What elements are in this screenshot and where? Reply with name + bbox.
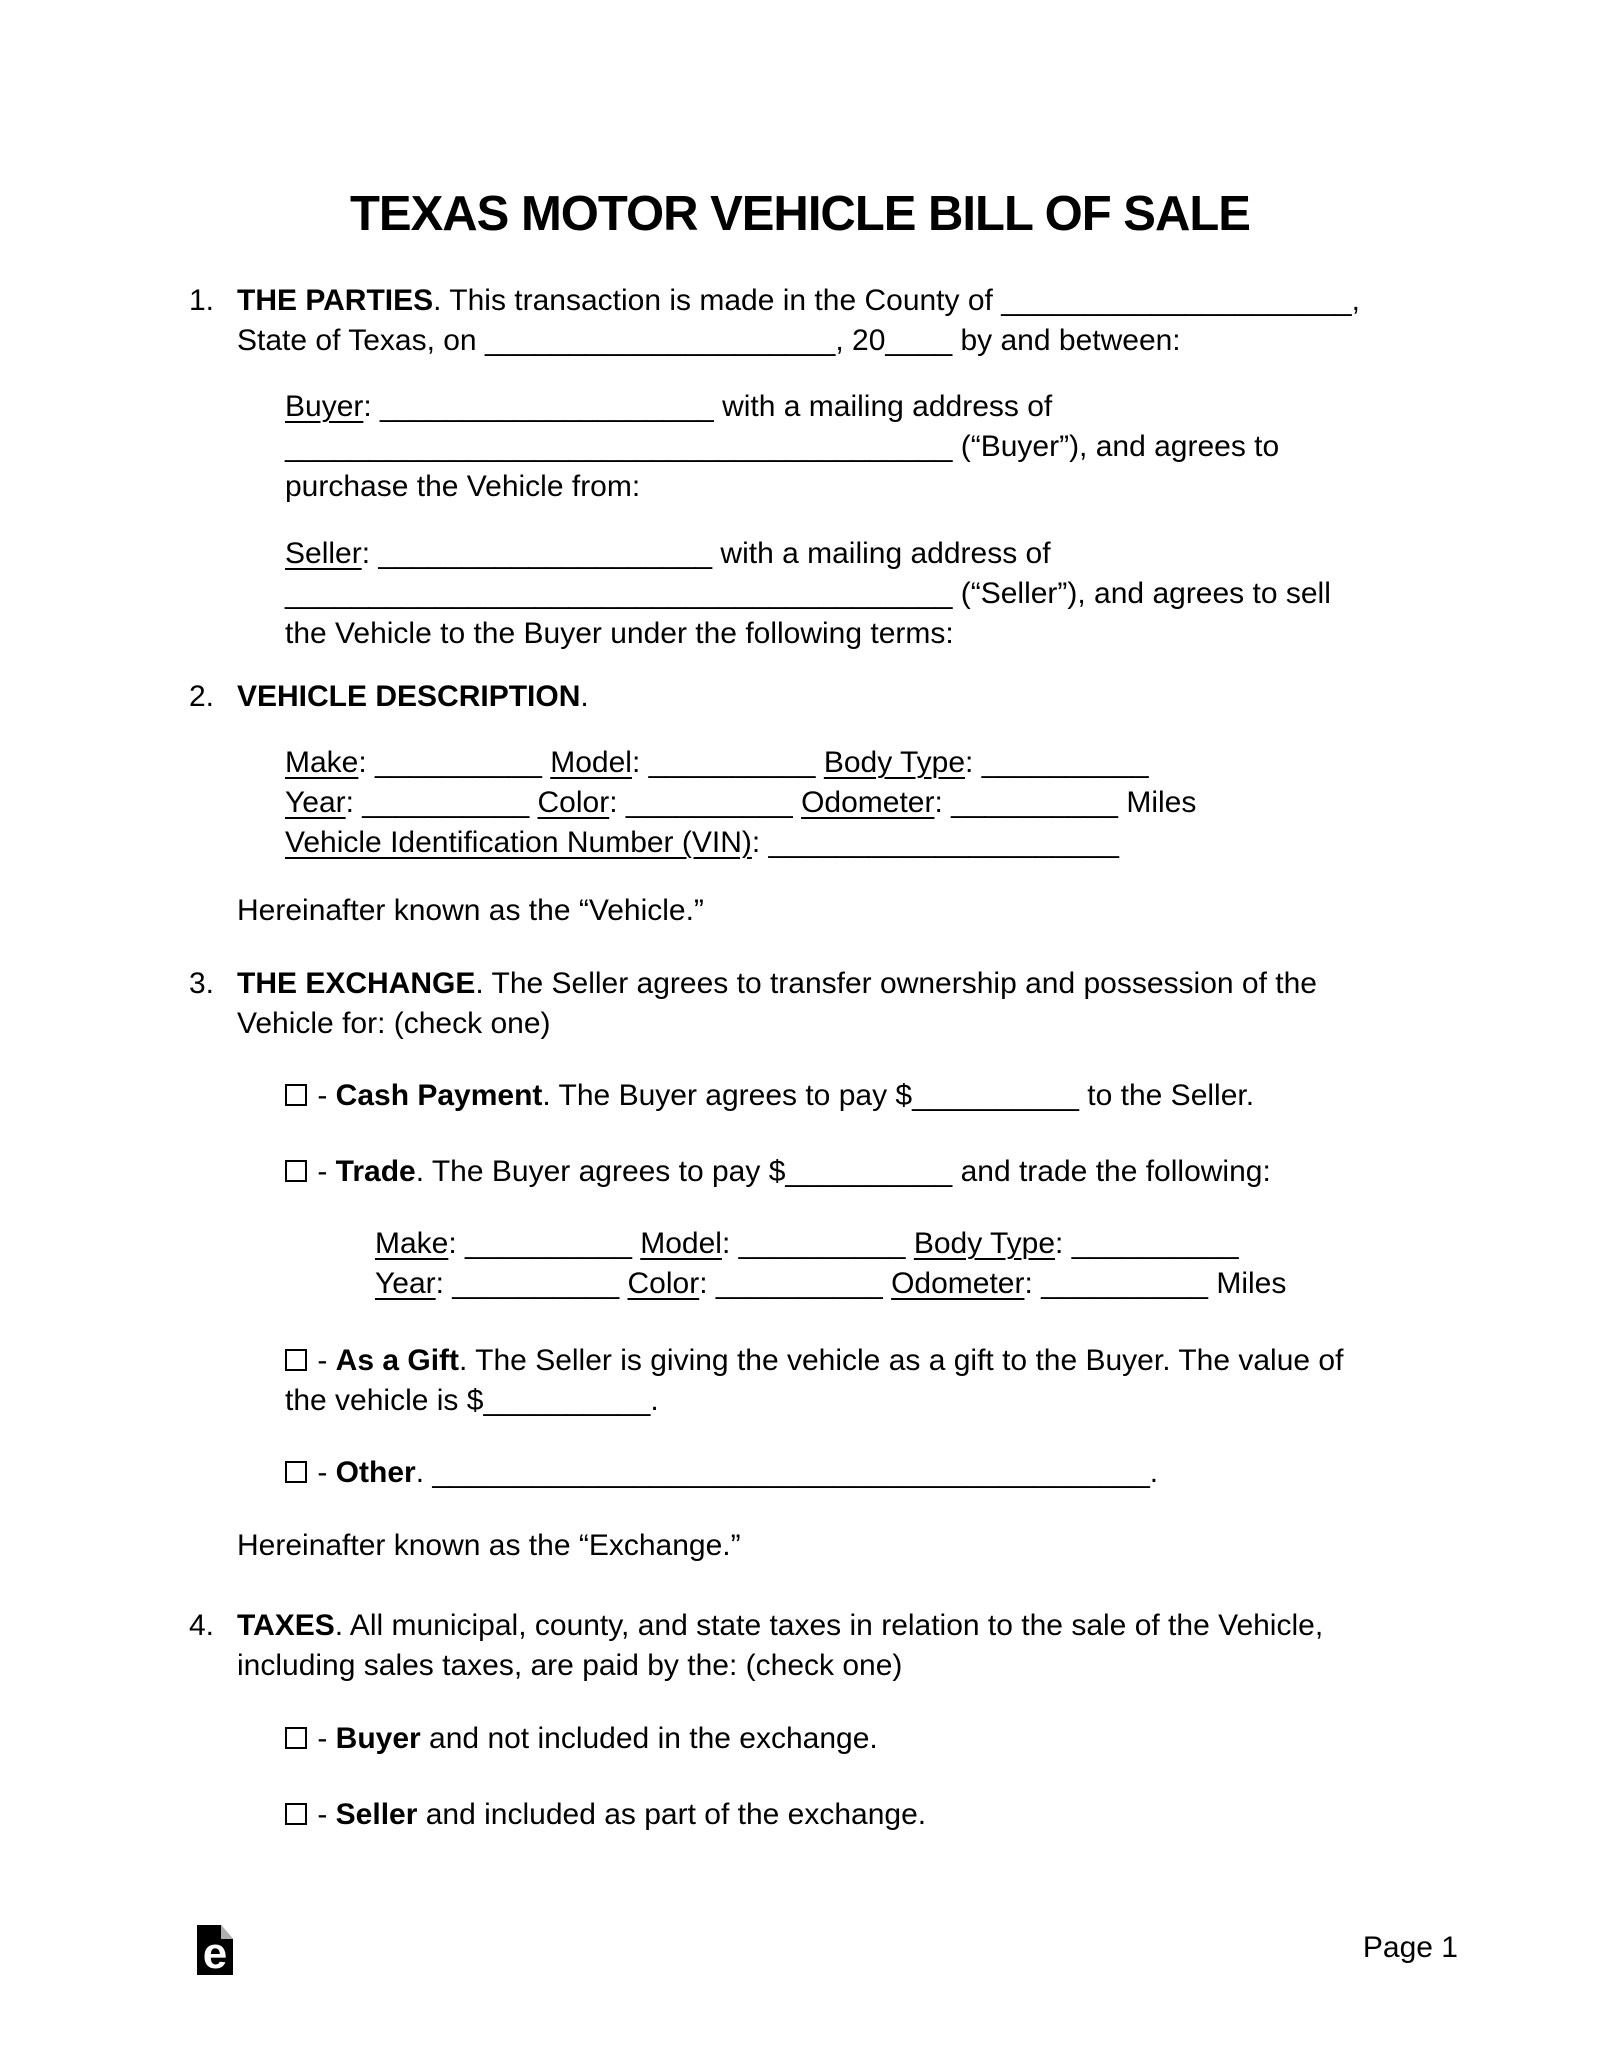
text-segment: Miles (1118, 786, 1197, 819)
section-exchange (189, 964, 1360, 1044)
text-segment: : (363, 390, 381, 423)
seller-line-3 (285, 614, 1360, 654)
eforms-logo (197, 1925, 233, 1975)
eforms-logo-icon (197, 1925, 233, 1975)
document-body (189, 281, 1360, 1835)
cash-payment-term: Cash Payment (335, 1079, 543, 1112)
exchange-line-2 (237, 1004, 1360, 1044)
gift-line-2 (285, 1381, 1360, 1421)
spacer (905, 1227, 913, 1260)
text-segment: : (435, 1267, 453, 1300)
vehicle-description-heading-line (237, 677, 1360, 717)
text-segment: with a mailing address of (713, 390, 1053, 423)
seller-name-blank[interactable]: ____________________ (378, 537, 713, 570)
trade-year-blank[interactable]: __________ (452, 1267, 620, 1300)
text-segment: : (361, 537, 379, 570)
text-segment: . All municipal, county, and state taxes in relation to the sale of the Vehicle, (334, 1609, 1324, 1642)
tax-seller-option (285, 1795, 1360, 1835)
tax-buyer-term: Buyer (335, 1722, 421, 1755)
exchange-note (237, 1526, 1360, 1566)
buyer-name-blank[interactable]: ____________________ (380, 390, 714, 423)
trade-amount-blank[interactable]: __________ (785, 1155, 953, 1188)
text-segment: : (699, 1267, 716, 1300)
text-segment: and included as part of the exchange. (417, 1798, 927, 1831)
cash-payment-option (285, 1076, 1360, 1116)
text-segment: . (650, 1384, 659, 1417)
section-4-number: 4. (189, 1609, 215, 1642)
text-segment: : (345, 786, 363, 819)
text-segment: to the Seller. (1078, 1079, 1255, 1112)
text-segment: - (309, 1079, 336, 1112)
text-segment: . The Seller agrees to transfer ownership and possession of the (475, 967, 1317, 1000)
trade-color-label: Color (627, 1267, 700, 1300)
section-taxes (189, 1606, 1360, 1686)
tax-buyer-checkbox[interactable] (285, 1727, 307, 1749)
tax-seller-checkbox[interactable] (285, 1803, 307, 1825)
eforms-logo-letter: e (202, 1929, 228, 1975)
text-segment: : (358, 746, 376, 779)
section-vehicle-description (189, 677, 1360, 717)
text-segment: the vehicle is $ (285, 1384, 484, 1417)
text-segment: by and between: (952, 324, 1181, 357)
tax-buyer-line (285, 1719, 1360, 1759)
text-segment: , (1351, 284, 1360, 317)
text-segment: . (415, 1456, 433, 1489)
vin-label: Vehicle Identification Number (VIN) (285, 826, 752, 859)
trade-vehicle-fields (375, 1224, 1360, 1304)
taxes-line-2 (237, 1646, 1360, 1686)
year-blank[interactable]: ____ (885, 324, 953, 357)
text-segment: . (580, 680, 589, 713)
trade-body-type-blank[interactable]: __________ (1071, 1227, 1239, 1260)
trade-option (285, 1152, 1360, 1192)
vehicle-fields-row-2 (285, 783, 1360, 823)
gift-option (285, 1341, 1360, 1421)
text-segment: - (309, 1155, 336, 1188)
other-description-blank[interactable]: ___________________________________________ (432, 1456, 1150, 1489)
text-segment: . This transaction is made in the County of (433, 284, 1002, 317)
year-field-blank[interactable]: __________ (362, 786, 530, 819)
exchange-line-1 (237, 964, 1360, 1004)
document-title: TEXAS MOTOR VEHICLE BILL OF SALE (350, 187, 1250, 241)
gift-line-1 (285, 1341, 1360, 1381)
text-segment: . The Buyer agrees to pay $ (415, 1155, 786, 1188)
section-1-heading: THE PARTIES (237, 284, 434, 317)
spacer (529, 786, 537, 819)
text-segment: : (448, 1227, 466, 1260)
body-type-blank[interactable]: __________ (981, 746, 1149, 779)
seller-line-1 (285, 534, 1360, 574)
text-segment: purchase the Vehicle from: (285, 470, 641, 503)
spacer (883, 1267, 891, 1300)
text-segment: . (1149, 1456, 1159, 1489)
trade-model-label: Model (640, 1227, 722, 1260)
odometer-label: Odometer (801, 786, 935, 819)
text-segment: . The Seller is giving the vehicle as a gift to the Buyer. The value of (459, 1344, 1344, 1377)
make-label: Make (285, 746, 359, 779)
odometer-blank[interactable]: __________ (951, 786, 1118, 819)
vin-blank[interactable]: _____________________ (768, 826, 1119, 859)
text-segment: : (934, 786, 952, 819)
text-segment: State of Texas, on (237, 324, 485, 357)
parties-line-2 (237, 321, 1360, 361)
trade-body-type-label: Body Type (913, 1227, 1056, 1260)
text-segment: : (1055, 1227, 1072, 1260)
section-parties (189, 281, 1360, 361)
trade-odometer-blank[interactable]: __________ (1041, 1267, 1208, 1300)
color-blank[interactable]: __________ (625, 786, 793, 819)
spacer (793, 786, 801, 819)
seller-address-blank[interactable]: ________________________________________ (285, 577, 953, 610)
seller-line-2 (285, 574, 1360, 614)
spacer (632, 1227, 640, 1260)
text-segment: , 20 (835, 324, 886, 357)
text-segment: Hereinafter known as the “Exchange.” (237, 1529, 741, 1562)
text-segment: and not included in the exchange. (420, 1722, 878, 1755)
text-segment: : (631, 746, 649, 779)
text-segment: with a mailing address of (712, 537, 1051, 570)
cash-payment-checkbox[interactable] (285, 1084, 307, 1106)
taxes-line-1 (237, 1606, 1360, 1646)
text-segment: Miles (1208, 1267, 1287, 1300)
buyer-label: Buyer (285, 390, 364, 423)
year-label: Year (285, 786, 346, 819)
date-blank[interactable]: _____________________ (484, 324, 836, 357)
cash-amount-blank[interactable]: __________ (912, 1079, 1079, 1112)
text-segment: : (721, 1227, 739, 1260)
text-segment: and trade the following: (952, 1155, 1271, 1188)
text-segment: : (609, 786, 626, 819)
make-blank[interactable]: __________ (375, 746, 542, 779)
buyer-paragraph (285, 387, 1360, 507)
tax-seller-line (285, 1795, 1360, 1835)
text-segment: (“Buyer”), and agrees to (952, 430, 1280, 463)
text-segment: Vehicle for: (check one) (237, 1007, 551, 1040)
vehicle-fields (285, 743, 1360, 863)
gift-value-blank[interactable]: __________ (483, 1384, 651, 1417)
other-line (285, 1453, 1360, 1493)
other-option (285, 1453, 1360, 1493)
text-segment: including sales taxes, are paid by the: (check one) (237, 1649, 903, 1682)
color-label: Color (537, 786, 610, 819)
other-checkbox[interactable] (285, 1461, 307, 1483)
trade-checkbox[interactable] (285, 1160, 307, 1182)
text-segment: - (309, 1798, 336, 1831)
trade-fields-row-1 (375, 1224, 1360, 1264)
section-3-number: 3. (189, 967, 215, 1000)
gift-checkbox[interactable] (285, 1349, 307, 1371)
trade-make-blank[interactable]: __________ (465, 1227, 632, 1260)
vehicle-fields-row-3 (285, 823, 1360, 863)
tax-buyer-option (285, 1719, 1360, 1759)
text-segment: Hereinafter known as the “Vehicle.” (237, 894, 704, 927)
vehicle-note-line (237, 891, 1360, 931)
text-segment: . The Buyer agrees to pay $ (542, 1079, 913, 1112)
county-blank[interactable]: _____________________ (1001, 284, 1352, 317)
text-segment: (“Seller”), and agrees to sell (952, 577, 1331, 610)
body-type-label: Body Type (823, 746, 966, 779)
section-2-number: 2. (189, 680, 215, 713)
text-segment: : (1024, 1267, 1042, 1300)
seller-paragraph (285, 534, 1360, 654)
trade-line (285, 1152, 1360, 1192)
trade-term: Trade (335, 1155, 416, 1188)
trade-color-blank[interactable]: __________ (715, 1267, 883, 1300)
trade-model-blank[interactable]: __________ (738, 1227, 906, 1260)
buyer-line-1 (285, 387, 1360, 427)
text-segment: the Vehicle to the Buyer under the following terms: (285, 617, 954, 650)
buyer-line-3 (285, 467, 1360, 507)
spacer (542, 746, 550, 779)
spacer (815, 746, 823, 779)
buyer-address-blank[interactable]: ________________________________________ (285, 430, 953, 463)
exchange-note-line (237, 1526, 1360, 1566)
spacer (619, 1267, 627, 1300)
section-4-heading: TAXES (237, 1609, 335, 1642)
model-blank[interactable]: __________ (648, 746, 816, 779)
vehicle-note (237, 891, 1360, 931)
model-label: Model (550, 746, 632, 779)
page-number: Page 1 (1362, 1931, 1458, 1964)
gift-term: As a Gift (335, 1344, 460, 1377)
text-segment: - (309, 1456, 336, 1489)
seller-label: Seller (285, 537, 362, 570)
cash-payment-line (285, 1076, 1360, 1116)
vehicle-fields-row-1 (285, 743, 1360, 783)
trade-year-label: Year (375, 1267, 436, 1300)
trade-odometer-label: Odometer (891, 1267, 1025, 1300)
section-3-heading: THE EXCHANGE (237, 967, 476, 1000)
other-term: Other (335, 1456, 416, 1489)
section-2-heading: VEHICLE DESCRIPTION (237, 680, 581, 713)
section-1-number: 1. (189, 284, 215, 317)
text-segment: - (309, 1722, 336, 1755)
parties-line-1 (237, 281, 1360, 321)
text-segment: : (965, 746, 982, 779)
text-segment: : (751, 826, 769, 859)
buyer-line-2 (285, 427, 1360, 467)
trade-fields-row-2 (375, 1264, 1360, 1304)
text-segment: - (309, 1344, 336, 1377)
trade-make-label: Make (375, 1227, 449, 1260)
tax-seller-term: Seller (335, 1798, 418, 1831)
